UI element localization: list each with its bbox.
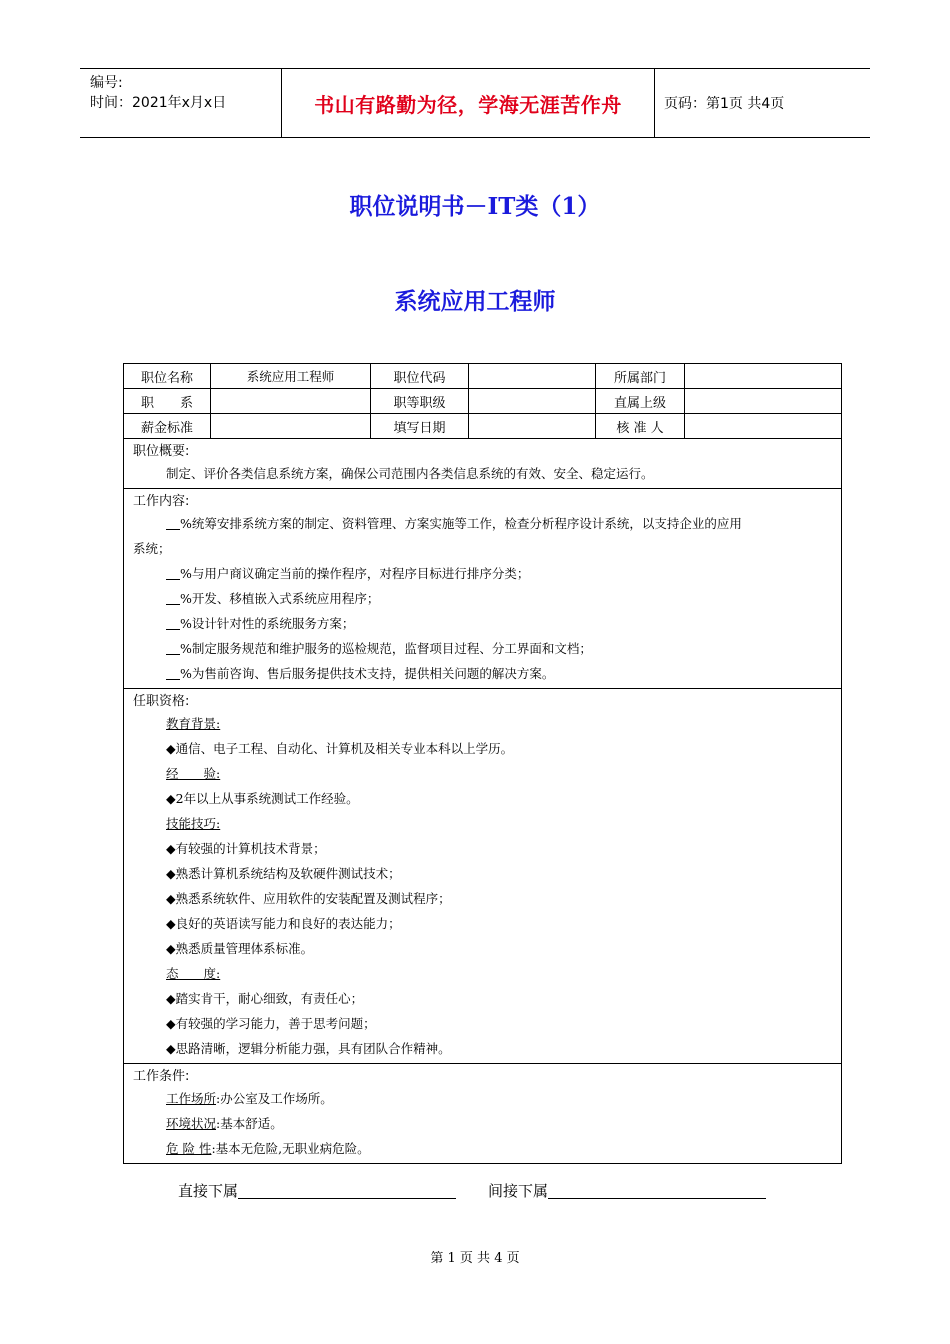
overview-heading: 职位概要: bbox=[133, 444, 190, 459]
department-value bbox=[685, 364, 841, 388]
header-meta bbox=[80, 69, 281, 137]
supervisor-label: 直属上级 bbox=[596, 389, 685, 413]
experience-label: 经 验: bbox=[166, 766, 221, 781]
salary-label: 薪金标准 bbox=[124, 414, 211, 438]
risk-row: 危 险 性:基本无危险,无职业病危险。 bbox=[166, 1141, 370, 1156]
list-item: %为售前咨询、售后服务提供技术支持，提供相关问题的解决方案。 bbox=[133, 661, 841, 686]
overview-text: 制定、评价各类信息系统方案，确保公司范围内各类信息系统的有效、安全、稳定运行。 bbox=[166, 466, 654, 481]
header-page-info: 页码：第1页 共4页 bbox=[664, 96, 785, 112]
list-item: ◆2年以上从事系统测试工作经验。 bbox=[166, 791, 359, 806]
header-motto: 书山有路勤为径，学海无涯苦作舟 bbox=[281, 69, 655, 137]
job-grade-label: 职等职级 bbox=[371, 389, 469, 413]
fill-date-label: 填写日期 bbox=[371, 414, 469, 438]
job-family-label: 职 系 bbox=[124, 389, 211, 413]
list-item: ◆有较强的学习能力，善于思考问题； bbox=[166, 1016, 376, 1031]
job-family-value bbox=[211, 389, 371, 413]
qualification-section bbox=[124, 689, 841, 1064]
salary-value bbox=[211, 414, 371, 438]
document-header bbox=[80, 68, 870, 138]
indirect-subordinates bbox=[488, 1180, 766, 1201]
overview-section bbox=[124, 439, 841, 489]
list-item: %开发、移植嵌入式系统应用程序； bbox=[133, 586, 841, 611]
list-item: %与用户商议确定当前的操作程序，对程序目标进行排序分类； bbox=[133, 561, 841, 586]
table-row bbox=[124, 414, 841, 439]
list-item: ◆熟悉系统软件、应用软件的安装配置及测试程序； bbox=[166, 891, 451, 906]
list-item-wrap: 系统； bbox=[133, 541, 171, 556]
list-item: ◆熟悉计算机系统结构及软硬件测试技术； bbox=[166, 866, 401, 881]
environment-row: 环境状况:基本舒适。 bbox=[166, 1116, 283, 1131]
workplace-row: 工作场所:办公室及工作场所。 bbox=[166, 1091, 333, 1106]
list-item: %设计针对性的系统服务方案； bbox=[133, 611, 841, 636]
job-name-label: 职位名称 bbox=[124, 364, 211, 388]
list-item: ◆踏实肯干，耐心细致，有责任心； bbox=[166, 991, 364, 1006]
attitude-label: 态 度: bbox=[166, 966, 221, 981]
list-item: %制定服务规范和维护服务的巡检规范，监督项目过程、分工界面和文档； bbox=[133, 636, 841, 661]
time-label: 时间：2021年x月x日 bbox=[90, 95, 227, 111]
indirect-subordinates-label: 间接下属 bbox=[488, 1182, 549, 1200]
list-item: ◆有较强的计算机技术背景； bbox=[166, 841, 326, 856]
work-heading: 工作内容: bbox=[133, 494, 190, 509]
department-label: 所属部门 bbox=[596, 364, 685, 388]
document-subtitle: 系统应用工程师 bbox=[394, 288, 556, 315]
conditions-heading: 工作条件: bbox=[133, 1069, 190, 1084]
page-footer: 第 1 页 共 4 页 bbox=[430, 1251, 520, 1266]
education-label: 教育背景: bbox=[166, 716, 221, 731]
conditions-section bbox=[124, 1064, 841, 1163]
qualification-heading: 任职资格: bbox=[133, 694, 190, 709]
list-item: ◆通信、电子工程、自动化、计算机及相关专业本科以上学历。 bbox=[166, 741, 514, 756]
approver-label: 核 准 人 bbox=[596, 414, 685, 438]
indirect-subordinates-blank bbox=[548, 1182, 766, 1199]
direct-subordinates-blank bbox=[238, 1182, 456, 1199]
table-row bbox=[124, 389, 841, 414]
number-label: 编号: bbox=[90, 75, 123, 91]
job-description-table bbox=[123, 363, 842, 1164]
job-code-label: 职位代码 bbox=[371, 364, 469, 388]
list-item: ◆良好的英语读写能力和良好的表达能力； bbox=[166, 916, 401, 931]
document-title: 职位说明书－IT类（1） bbox=[349, 193, 601, 220]
list-item: ◆思路清晰，逻辑分析能力强，具有团队合作精神。 bbox=[166, 1041, 451, 1056]
job-grade-value bbox=[469, 389, 596, 413]
fill-date-value bbox=[469, 414, 596, 438]
job-name-value: 系统应用工程师 bbox=[211, 364, 371, 388]
list-item: %统筹安排系统方案的制定、资料管理、方案实施等工作，检查分析程序设计系统，以支持企业的应用 bbox=[133, 511, 841, 536]
table-row bbox=[124, 364, 841, 389]
job-code-value bbox=[469, 364, 596, 388]
approver-value bbox=[685, 414, 841, 438]
work-section bbox=[124, 489, 841, 689]
list-item: ◆熟悉质量管理体系标准。 bbox=[166, 941, 314, 956]
skills-label: 技能技巧: bbox=[166, 816, 221, 831]
direct-subordinates-label: 直接下属 bbox=[178, 1182, 239, 1200]
direct-subordinates bbox=[178, 1180, 456, 1201]
supervisor-value bbox=[685, 389, 841, 413]
